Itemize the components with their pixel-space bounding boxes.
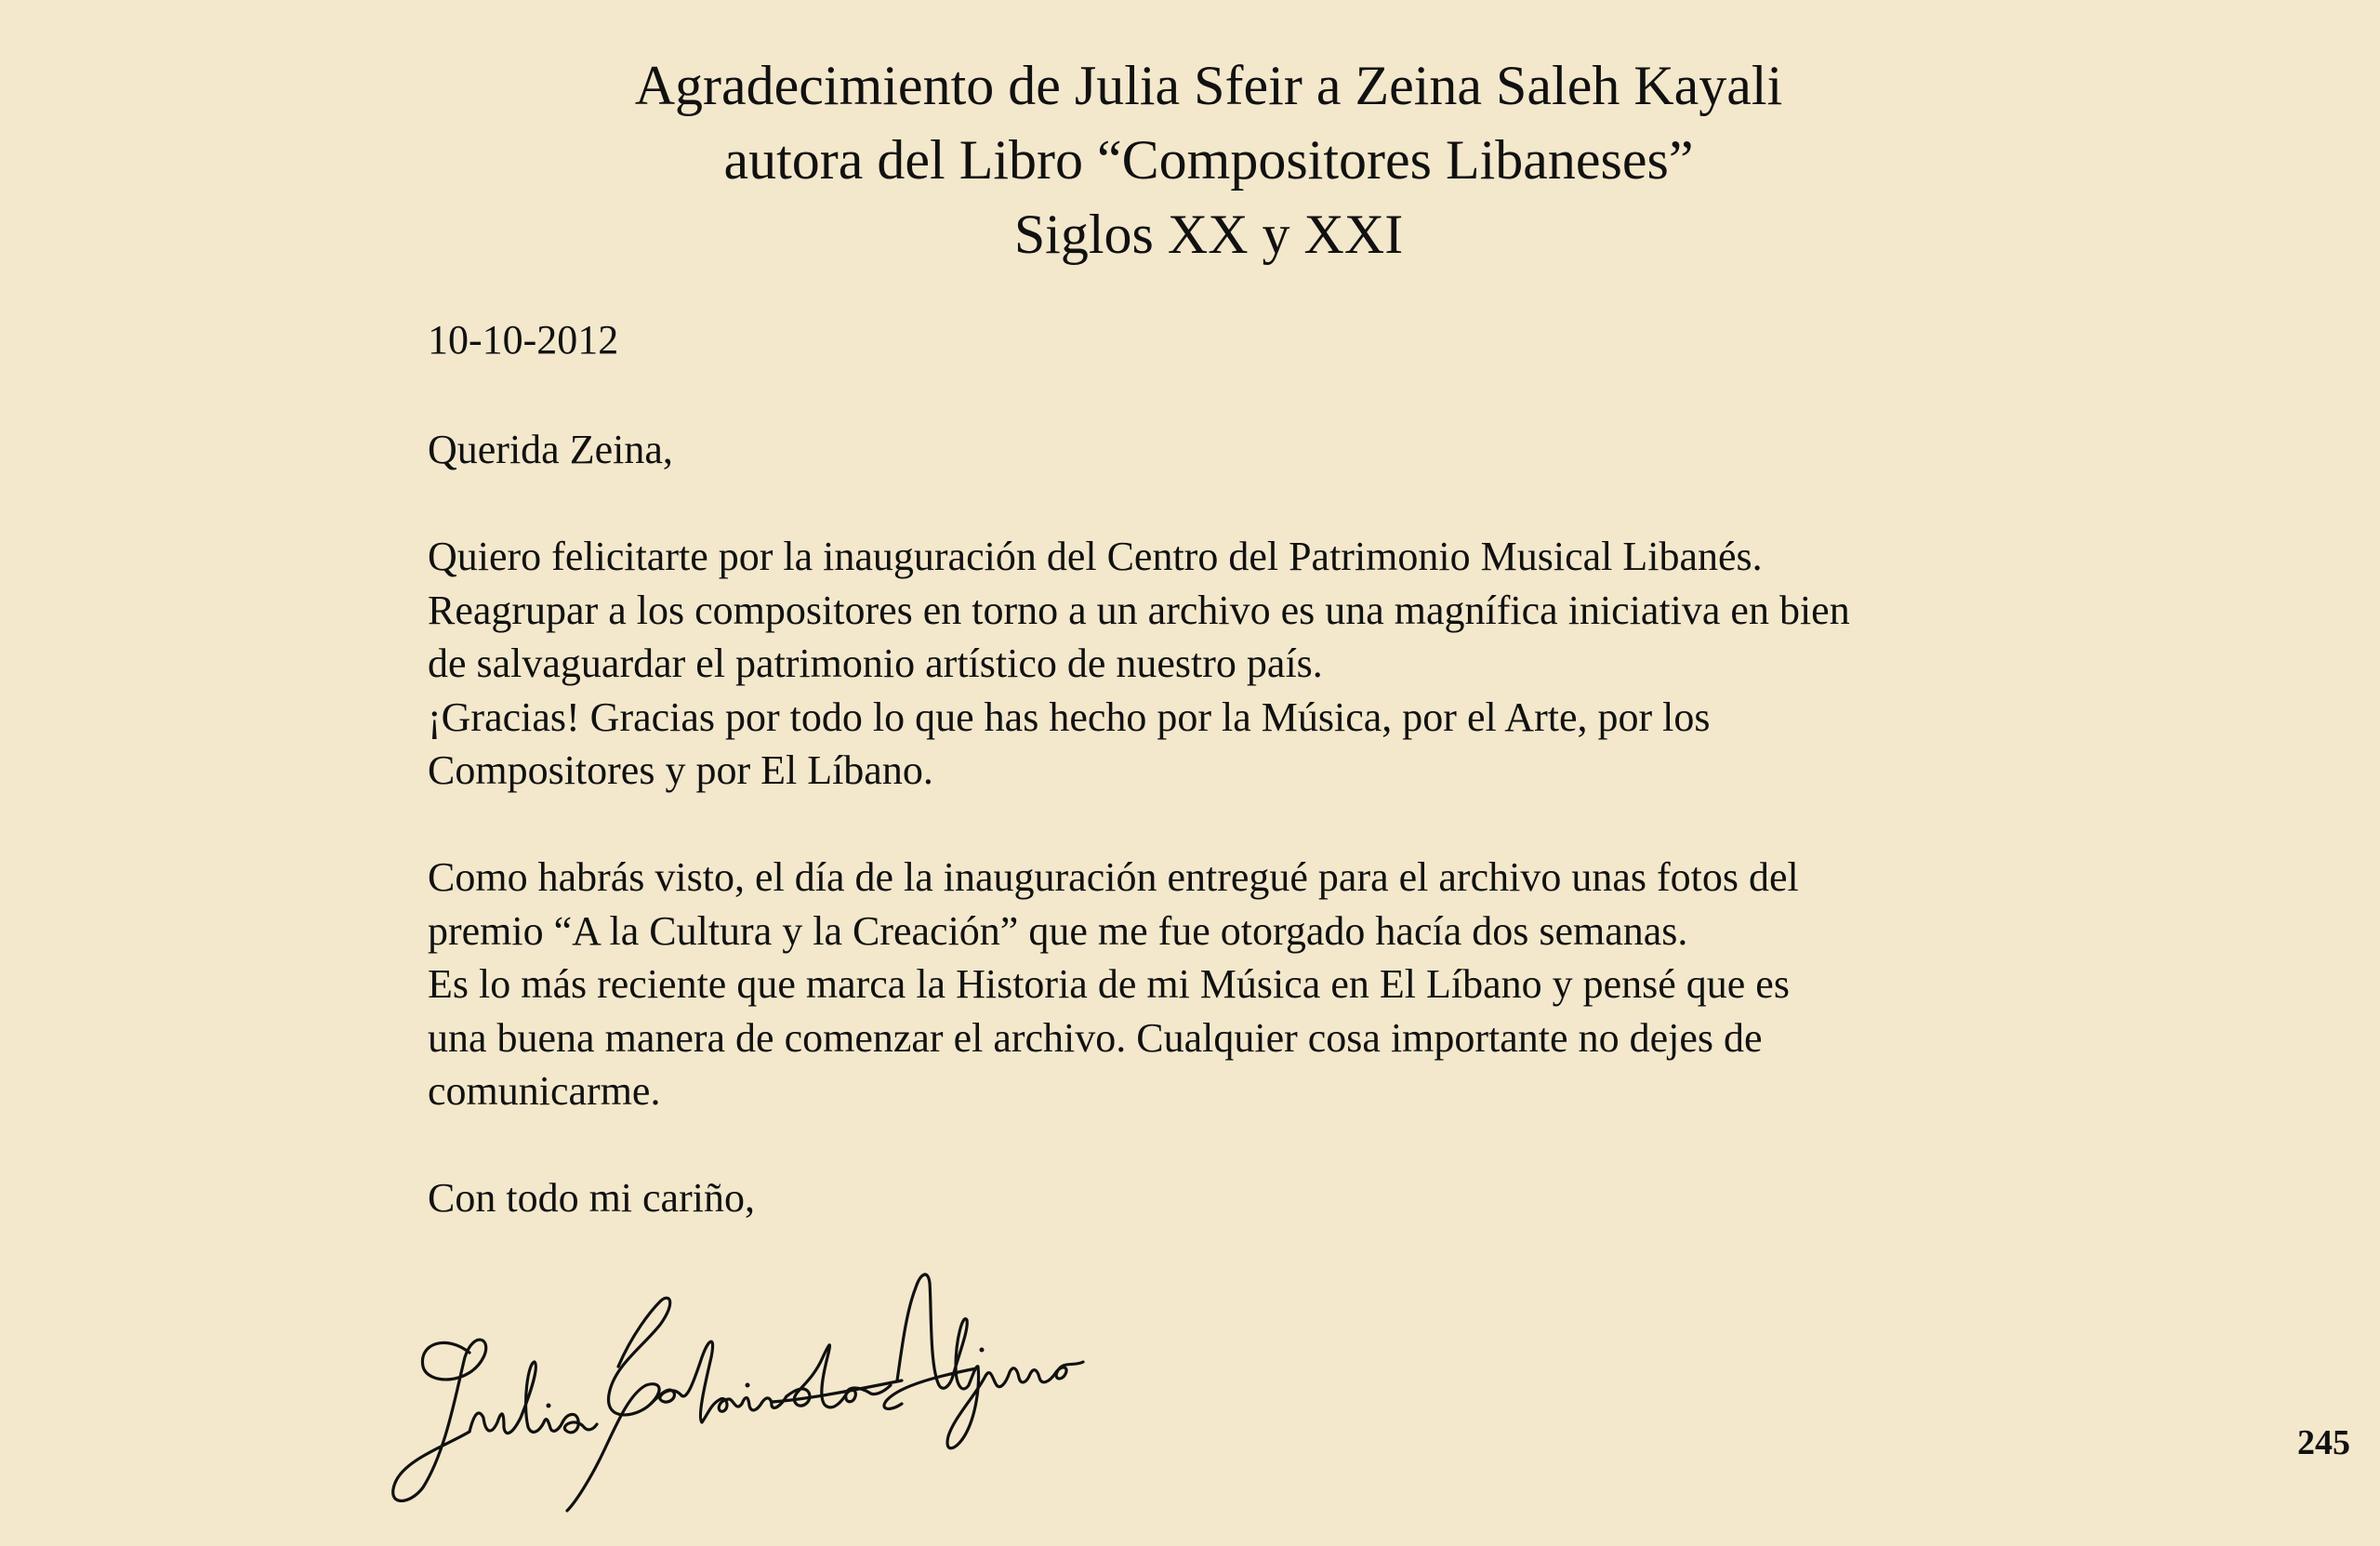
page-number: 245 [2297, 1423, 2350, 1462]
closing-text: Con todo mi cariño, [428, 1175, 755, 1221]
paragraph-1 [428, 530, 2101, 798]
letter-closing [428, 1171, 2101, 1225]
paragraph-2 [428, 851, 2101, 1118]
paragraph-1-line: Compositores y por El Líbano. [428, 747, 933, 793]
paragraph-1-line: de salvaguardar el patrimonio artístico de nuestro país. [428, 641, 1323, 686]
paragraph-1-line: ¡Gracias! Gracias por todo lo que has hecho por la Música, por el Arte, por los [428, 694, 1711, 740]
handwritten-signature [381, 1246, 1088, 1515]
paragraph-1-line: Reagrupar a los compositores en torno a un archivo es una magnífica iniciativa en bien [428, 587, 1850, 633]
paragraph-2-line: Es lo más reciente que marca la Historia de mi Música en El Líbano y pensé que es [428, 961, 1790, 1007]
paragraph-2-line: Como habrás visto, el día de la inauguración entregué para el archivo unas fotos del [428, 854, 1799, 900]
letter-title [0, 48, 2380, 271]
title-line-3: Siglos XX y XXI [1013, 204, 1404, 265]
paragraph-2-line: una buena manera de comenzar el archivo. Cualquier cosa importante no dejes de [428, 1014, 1763, 1061]
letter-salutation [428, 423, 2101, 477]
paragraph-2-line: premio “A la Cultura y la Creación” que me fue otorgado hacía dos semanas. [428, 907, 1688, 954]
date-text: 10-10-2012 [428, 317, 619, 363]
salutation-text: Querida Zeina, [428, 427, 673, 472]
letter-date [428, 313, 2101, 367]
title-line-1: Agradecimiento de Julia Sfeir a Zeina Saleh Kayali [634, 55, 1783, 116]
paragraph-1-line: Quiero felicitarte por la inauguración del Centro del Patrimonio Musical Libanés. [428, 534, 1763, 579]
paragraph-2-line: comunicarme. [428, 1068, 661, 1114]
title-line-2: autora del Libro “Compositores Libaneses” [723, 129, 1694, 191]
